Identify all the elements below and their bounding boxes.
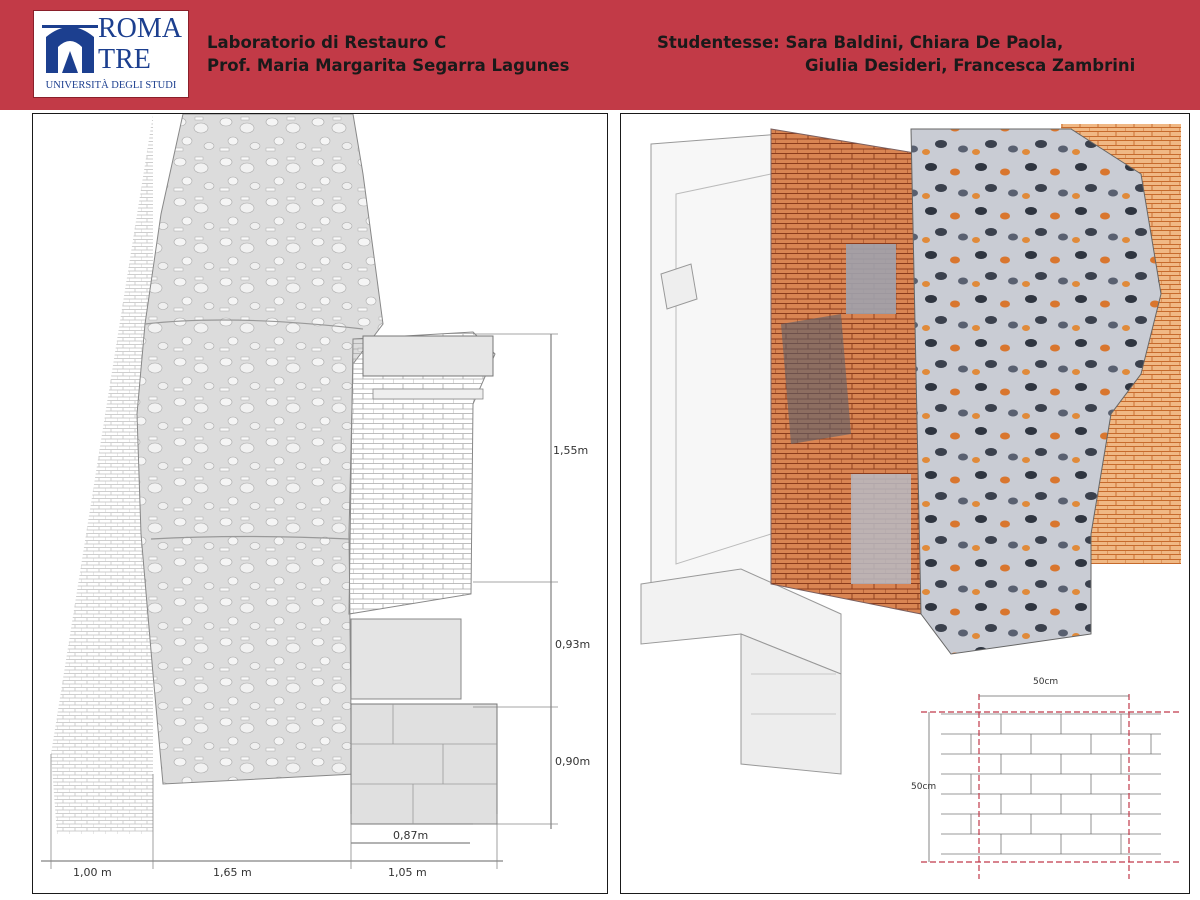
left-drawing-panel — [32, 113, 608, 894]
perspective-drawing — [621, 114, 1189, 893]
dim-label-upper: 1,55m — [553, 444, 589, 457]
dim-label-inner: 0,87m — [393, 829, 429, 842]
professor-name: Prof. Maria Margarita Segarra Lagunes — [207, 56, 570, 75]
inset-width-label: 50cm — [1033, 677, 1059, 687]
header-banner — [0, 0, 1200, 110]
dim-label-bottom-2: 1,65 m — [213, 866, 252, 879]
university-logo — [33, 10, 189, 98]
dim-label-bottom-1: 1,00 m — [73, 866, 112, 879]
right-drawing-panel — [620, 113, 1190, 894]
arch-logo-icon — [42, 17, 98, 75]
dim-label-lower: 0,90m — [555, 755, 591, 768]
logo-tre-text: TRE — [98, 44, 151, 75]
students-line-1: Studentesse: Sara Baldini, Chiara De Paola, — [657, 33, 1064, 52]
elevation-drawing — [33, 114, 607, 893]
inset-height-label: 50cm — [911, 782, 937, 792]
logo-roma-text: ROMA — [98, 13, 183, 44]
logo-subtitle: UNIVERSITÀ DEGLI STUDI — [45, 80, 177, 91]
course-title: Laboratorio di Restauro C — [207, 33, 447, 52]
dim-label-middle: 0,93m — [555, 638, 591, 651]
students-line-2: Giulia Desideri, Francesca Zambrini — [805, 56, 1136, 75]
dim-label-bottom-3: 1,05 m — [388, 866, 427, 879]
